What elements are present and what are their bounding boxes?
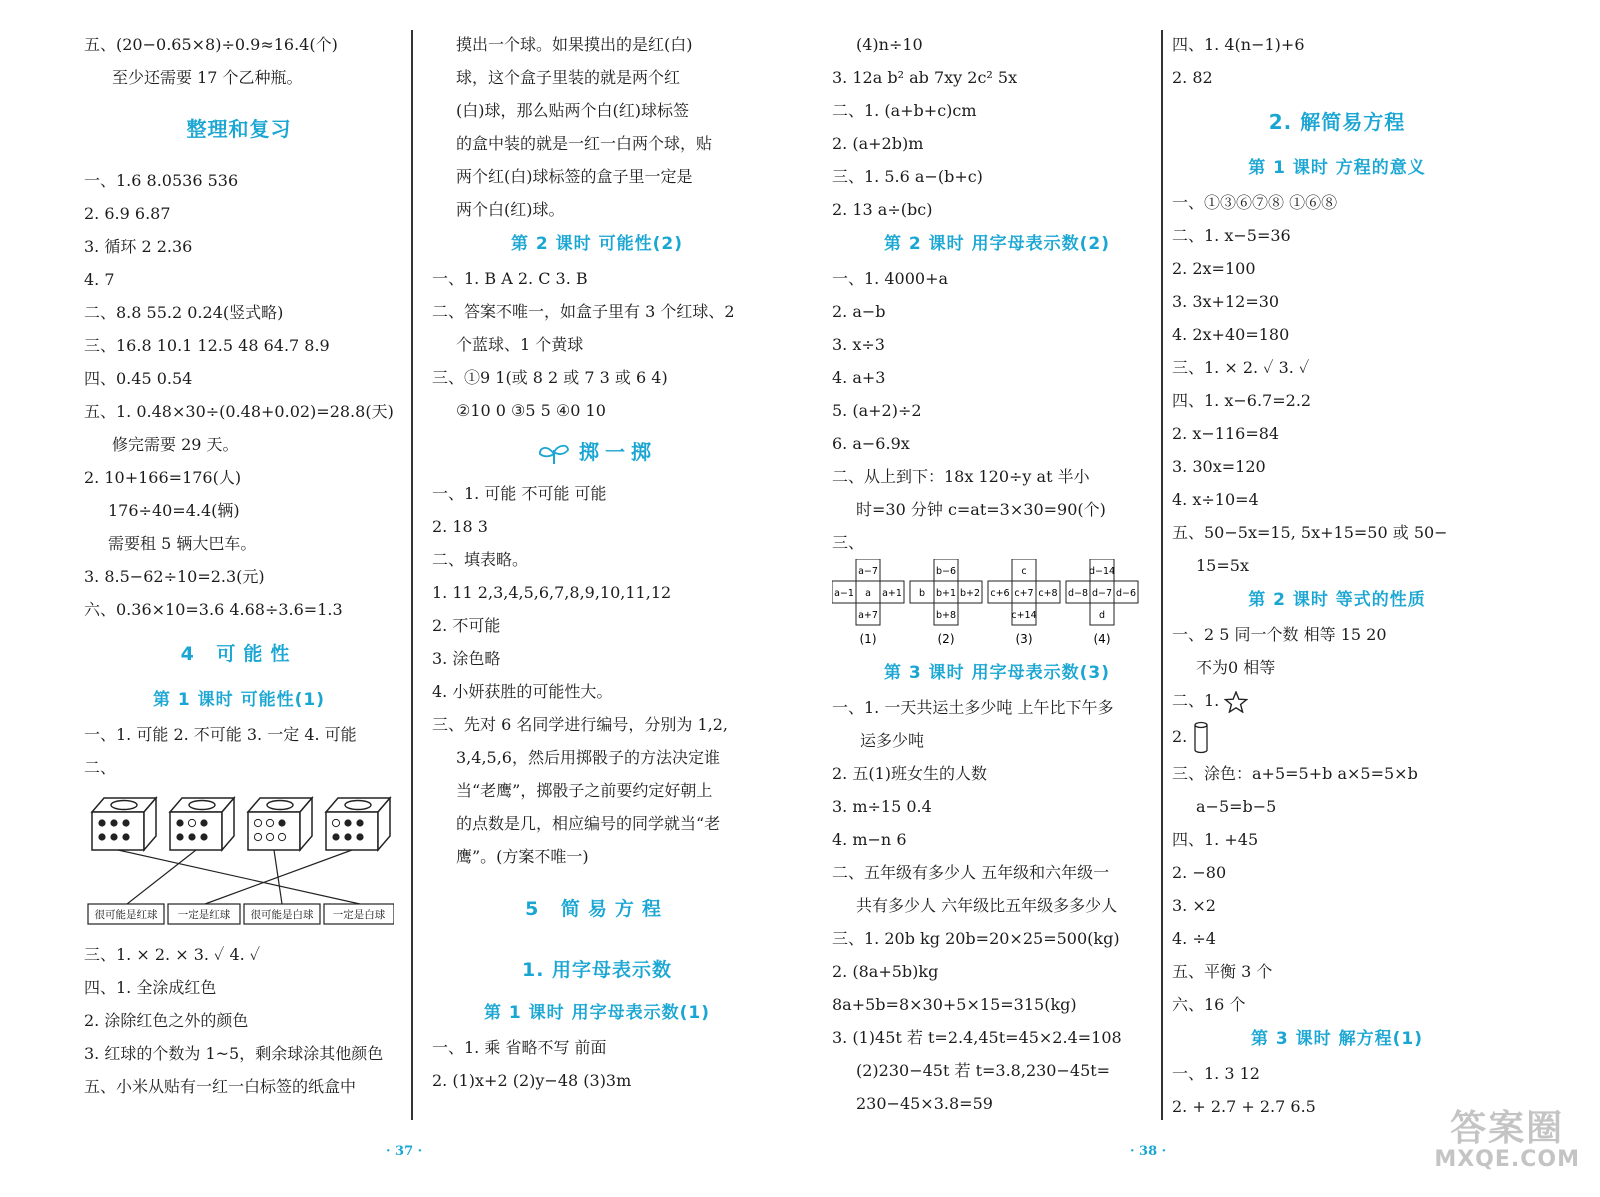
answer-line: 需要租 5 辆大巴车。 xyxy=(108,534,257,553)
answer-line: 一、1. 乘 省略不写 前面 xyxy=(432,1038,607,1057)
section-4-title: 4 可能性 xyxy=(180,643,298,665)
net-cell: c+7 xyxy=(1014,588,1034,599)
section-5-title: 5 简易方程 xyxy=(525,898,669,920)
net-cell: c+8 xyxy=(1038,588,1058,599)
answer-line: 一、1. 3 12 xyxy=(1172,1064,1260,1083)
page-number-left: · 37 · xyxy=(386,1144,423,1159)
answer-line: 两个红(白)球标签的盒子里一定是 xyxy=(456,167,693,186)
answer-line: 230−45×3.8=59 xyxy=(856,1094,993,1113)
unit-title: 2. 解简易方程 xyxy=(1268,110,1406,134)
answer-line: 2. (a+2b)m xyxy=(832,134,924,153)
answer-line: 4. x÷10=4 xyxy=(1172,490,1259,509)
cylinder-icon xyxy=(1192,721,1210,755)
answer-line: 运多少吨 xyxy=(860,731,925,750)
answer-line: 二、1. x−5=36 xyxy=(1172,226,1291,245)
watermark-line-2: MXQE.COM xyxy=(1434,1147,1580,1172)
net-cell: a−7 xyxy=(858,566,878,577)
answer-line: 修完需要 29 天。 xyxy=(112,435,239,454)
answer-line: 球，这个盒子里装的就是两个红 xyxy=(456,68,681,87)
answer-line: 2. 82 xyxy=(1172,68,1213,87)
answer-line: 四、1. +45 xyxy=(1172,830,1259,849)
answer-line: 当“老鹰”，掷骰子之前要约定好朝上 xyxy=(456,781,713,800)
answer-line: 四、0.45 0.54 xyxy=(84,369,193,388)
lesson-title: 第 2 课时 用字母表示数(2) xyxy=(884,234,1110,254)
dice-box-2 xyxy=(170,798,234,850)
answer-line: 一、1. 可能 2. 不可能 3. 一定 4. 可能 xyxy=(84,725,357,744)
answer-line: 四、1. 4(n−1)+6 xyxy=(1172,35,1305,54)
answer-line: 二、五年级有多少人 五年级和六年级一 xyxy=(832,863,1110,882)
column-4 xyxy=(1172,28,1502,1123)
dice-box-1 xyxy=(92,798,156,850)
net-cell: d−14 xyxy=(1088,566,1116,577)
answer-line: 个蓝球、1 个黄球 xyxy=(456,335,584,354)
answer-line-label: 二、1. xyxy=(1172,691,1220,710)
label-likely-white: 很可能是白球 xyxy=(250,909,314,921)
answer-line: 三、1. 5.6 a−(b+c) xyxy=(832,167,983,186)
answer-line: 至少还需要 17 个乙种瓶。 xyxy=(112,68,303,87)
net-label: (4) xyxy=(1093,632,1111,646)
unit-title: 1. 用字母表示数 xyxy=(521,959,673,981)
answer-line: ②10 0 ③5 5 ④0 10 xyxy=(456,401,606,420)
answer-line: 2. 五(1)班女生的人数 xyxy=(832,764,988,783)
answer-line: 三、涂色：a+5=5+b a×5=5×b xyxy=(1172,764,1418,783)
answer-line: 一、1. 4000+a xyxy=(832,269,949,288)
answer-line: 4. a+3 xyxy=(832,368,886,387)
answer-line: 两个白(红)球。 xyxy=(456,200,565,219)
page-number-right: · 38 · xyxy=(1130,1144,1167,1159)
dice-box-3 xyxy=(248,798,312,850)
answer-line: 五、小米从贴有一红一白标签的纸盒中 xyxy=(84,1077,357,1096)
answer-line: 4. 7 xyxy=(84,270,115,289)
answer-line: (4)n÷10 xyxy=(856,35,923,54)
lesson-title: 第 3 课时 解方程(1) xyxy=(1251,1029,1423,1049)
cross-net-3 xyxy=(988,559,1060,646)
answer-line: 三、1. × 2. ✓ 3. ✓ xyxy=(1172,358,1310,377)
net-cell: c xyxy=(1021,566,1027,577)
answer-line: 三、先对 6 名同学进行编号，分别为 1,2, xyxy=(432,715,728,734)
lesson-title: 第 1 课时 方程的意义 xyxy=(1248,158,1426,178)
net-cell: d−7 xyxy=(1091,588,1113,599)
net-cell: c+6 xyxy=(990,588,1010,599)
answer-line: 五、(20−0.65×8)÷0.9≈16.4(个) xyxy=(84,35,338,54)
answer-line: 一、1. B A 2. C 3. B xyxy=(432,269,588,288)
answer-line: 4. m−n 6 xyxy=(832,830,907,849)
answer-line: 五、1. 0.48×30÷(0.48+0.02)=28.8(天) xyxy=(84,402,394,421)
lesson-title: 第 1 课时 可能性(1) xyxy=(153,690,325,710)
answer-line: 5. (a+2)÷2 xyxy=(832,401,922,420)
answer-line: 二、从上到下：18x 120÷y at 半小 xyxy=(832,467,1090,486)
answer-line: 2. + 2.7 + 2.7 6.5 xyxy=(1172,1097,1316,1116)
net-cell: b xyxy=(918,588,926,599)
answer-line: 三、 xyxy=(832,533,865,552)
answer-line: 1. 11 2,3,4,5,6,7,8,9,10,11,12 xyxy=(432,583,672,602)
answer-line: 2. 6.9 6.87 xyxy=(84,204,171,223)
answer-line: 一、①③⑥⑦⑧ ①⑥⑧ xyxy=(1172,193,1338,212)
answer-line: 不为0 相等 xyxy=(1196,658,1276,677)
answer-line: 3. 3x+12=30 xyxy=(1172,292,1280,311)
cross-net-1 xyxy=(832,559,904,646)
star-icon xyxy=(1224,691,1248,713)
answer-line: 一、1. 一天共运土多少吨 上午比下午多 xyxy=(832,698,1114,717)
answer-line: a−5=b−5 xyxy=(1196,797,1277,816)
answer-line xyxy=(1172,717,1502,757)
answer-line: 3. m÷15 0.4 xyxy=(832,797,932,816)
net-cell: d−6 xyxy=(1115,588,1137,599)
answer-line xyxy=(1172,684,1502,717)
answer-line: 共有多少人 六年级比五年级多多少人 xyxy=(856,896,1118,915)
answer-line: 2. 10+166=176(人) xyxy=(84,468,242,487)
column-divider-1 xyxy=(411,30,413,1120)
answer-line: 4. 2x+40=180 xyxy=(1172,325,1290,344)
net-cell: b−6 xyxy=(935,566,957,577)
answer-line: 三、①9 1(或 8 2 或 7 3 或 6 4) xyxy=(432,368,668,387)
answer-line: 2. 涂除红色之外的颜色 xyxy=(84,1011,249,1030)
answer-line: 四、1. x−6.7=2.2 xyxy=(1172,391,1312,410)
answer-line: 三、16.8 10.1 12.5 48 64.7 8.9 xyxy=(84,336,330,355)
answer-line: 4. 小妍获胜的可能性大。 xyxy=(432,682,613,701)
column-1 xyxy=(84,28,394,1103)
answer-line: 3. 红球的个数为 1~5，剩余球涂其他颜色 xyxy=(84,1044,384,1063)
sprout-icon xyxy=(537,442,571,466)
answer-line: 五、50−5x=15, 5x+15=50 或 50− xyxy=(1172,523,1448,542)
cross-net-2 xyxy=(910,559,982,646)
net-cell: c+14 xyxy=(1011,610,1037,621)
dice-box-matching-figure xyxy=(84,784,394,934)
answer-line-label: 2. xyxy=(1172,727,1188,746)
answer-line: 一、1.6 8.0536 536 xyxy=(84,171,239,190)
review-title: 整理和复习 xyxy=(186,117,292,141)
matching-lines xyxy=(118,850,360,904)
answer-line: 五、平衡 3 个 xyxy=(1172,962,1273,981)
answer-line: 3. 循环 2 2.36 xyxy=(84,237,193,256)
net-cell: a xyxy=(865,588,871,599)
answer-line: 3. 12a b² ab 7xy 2c² 5x xyxy=(832,68,1018,87)
dice-box-4 xyxy=(326,798,390,850)
answer-line: 鹰”。(方案不唯一) xyxy=(456,847,589,866)
lesson-title: 第 2 课时 等式的性质 xyxy=(1248,590,1426,610)
answer-line: 二、 xyxy=(84,758,117,777)
answer-line: 3,4,5,6，然后用掷骰子的方法决定谁 xyxy=(456,748,720,767)
answer-line: 3. 30x=120 xyxy=(1172,457,1266,476)
calendar-cross-nets-figure xyxy=(832,559,1162,651)
answer-line: 2. x−116=84 xyxy=(1172,424,1280,443)
label-certain-red: 一定是红球 xyxy=(177,909,231,921)
answer-line: 四、1. 全涂成红色 xyxy=(84,978,217,997)
answer-line: 2. (8a+5b)kg xyxy=(832,962,939,981)
watermark-logo xyxy=(1434,1100,1580,1172)
net-cell: b+1 xyxy=(935,588,957,599)
answer-line: 2. 13 a÷(bc) xyxy=(832,200,933,219)
answer-line: 时=30 分钟 c=at=3×30=90(个) xyxy=(856,500,1106,519)
answer-line: 三、1. 20b kg 20b=20×25=500(kg) xyxy=(832,929,1120,948)
net-cell: a+1 xyxy=(882,588,902,599)
answer-line: 六、16 个 xyxy=(1172,995,1246,1014)
answer-line: 2. 18 3 xyxy=(432,517,488,536)
answer-line: 六、0.36×10=3.6 4.68÷3.6=1.3 xyxy=(84,600,343,619)
net-label: (2) xyxy=(937,632,955,646)
net-cell: d xyxy=(1098,610,1106,621)
label-certain-white: 一定是白球 xyxy=(332,909,386,921)
answer-line: 摸出一个球。如果摸出的是红(白) xyxy=(456,35,693,54)
answer-line: 3. ×2 xyxy=(1172,896,1216,915)
net-cell: a−1 xyxy=(834,588,854,599)
answer-line: 二、答案不唯一，如盒子里有 3 个红球、2 xyxy=(432,302,735,321)
answer-line: 3. 涂色略 xyxy=(432,649,501,668)
lesson-title: 第 2 课时 可能性(2) xyxy=(511,234,683,254)
net-cell: b+2 xyxy=(959,588,981,599)
answer-line: 6. a−6.9x xyxy=(832,434,910,453)
lesson-title: 第 1 课时 用字母表示数(1) xyxy=(484,1003,710,1023)
answer-line: 二、填表略。 xyxy=(432,550,529,569)
answer-line: 15=5x xyxy=(1196,556,1249,575)
answer-line: 2. −80 xyxy=(1172,863,1227,882)
answer-line: (2)230−45t 若 t=3.8,230−45t= xyxy=(856,1061,1111,1080)
column-2 xyxy=(432,28,762,1097)
answer-line: 的盒中装的就是一红一白两个球，贴 xyxy=(456,134,713,153)
answer-line: 3. (1)45t 若 t=2.4,45t=45×2.4=108 xyxy=(832,1028,1122,1047)
practice-title-text: 掷一掷 xyxy=(579,440,657,464)
lesson-title: 第 3 课时 用字母表示数(3) xyxy=(884,663,1110,683)
answer-line: 176÷40=4.4(辆) xyxy=(108,501,240,520)
answer-line: 2. 不可能 xyxy=(432,616,501,635)
answer-line: 4. ÷4 xyxy=(1172,929,1216,948)
answer-line: 3. x÷3 xyxy=(832,335,885,354)
net-label: (3) xyxy=(1015,632,1033,646)
column-3 xyxy=(832,28,1162,1120)
answer-line: 的点数是几，相应编号的同学就当“老 xyxy=(456,814,721,833)
watermark-line-1: 答案圈 xyxy=(1450,1108,1565,1149)
answer-line: 三、1. × 2. × 3. ✓ 4. ✓ xyxy=(84,945,261,964)
answer-line: 2. a−b xyxy=(832,302,886,321)
answer-line: 2. 2x=100 xyxy=(1172,259,1256,278)
practice-title xyxy=(432,427,762,477)
answer-line: 一、2 5 同一个数 相等 15 20 xyxy=(1172,625,1387,644)
net-cell: b+8 xyxy=(935,610,957,621)
cross-net-4 xyxy=(1066,559,1138,646)
answer-line: 一、1. 可能 不可能 可能 xyxy=(432,484,607,503)
answer-line: 2. (1)x+2 (2)y−48 (3)3m xyxy=(432,1071,632,1090)
answer-boxes xyxy=(88,904,394,924)
net-cell: d−8 xyxy=(1067,588,1089,599)
answer-line: 3. 8.5−62÷10=2.3(元) xyxy=(84,567,265,586)
answer-line: (白)球，那么贴两个白(红)球标签 xyxy=(456,101,689,120)
label-likely-red: 很可能是红球 xyxy=(94,909,158,921)
answer-line: 8a+5b=8×30+5×15=315(kg) xyxy=(832,995,1077,1014)
net-cell: a+7 xyxy=(858,610,878,621)
answer-line: 二、8.8 55.2 0.24(竖式略) xyxy=(84,303,284,322)
net-label: (1) xyxy=(859,632,877,646)
answer-line: 二、1. (a+b+c)cm xyxy=(832,101,977,120)
